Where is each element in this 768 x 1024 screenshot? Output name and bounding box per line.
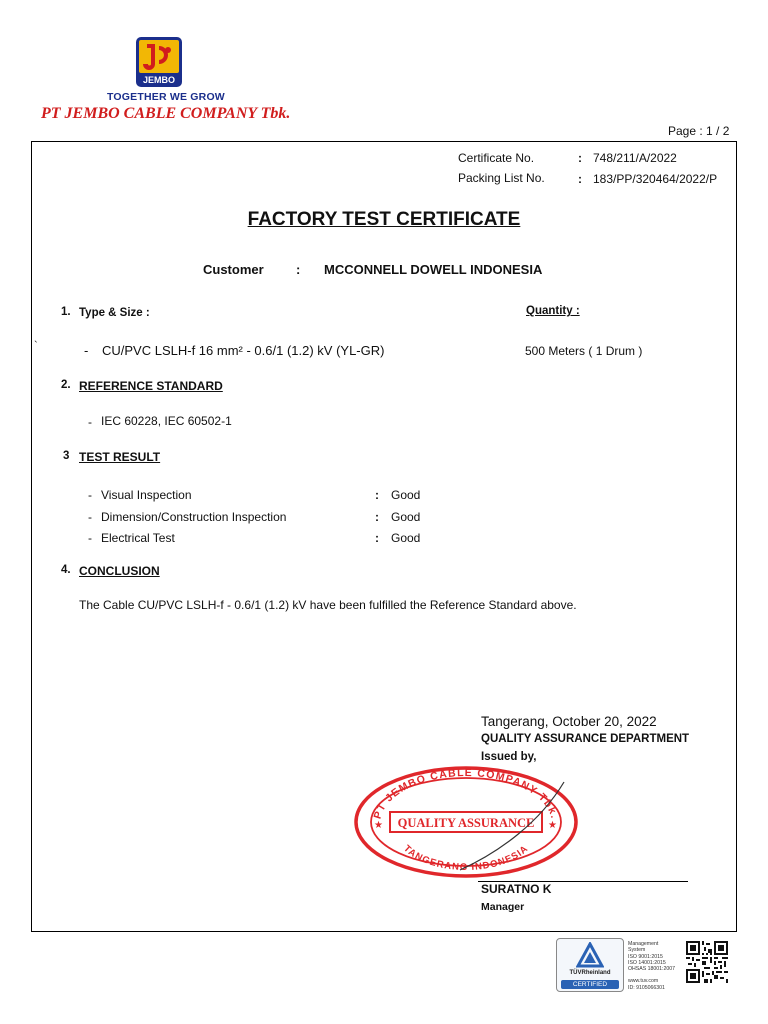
- stamp-star-icon: ★: [548, 820, 557, 831]
- mgmt-line: www.tuv.com: [628, 978, 659, 985]
- result-colon: :: [375, 531, 379, 545]
- mgmt-line: ID: 9105066301: [628, 984, 665, 991]
- stamp-star-icon: ★: [374, 820, 383, 831]
- section2-title: REFERENCE STANDARD: [79, 379, 223, 393]
- management-system-info: [628, 941, 688, 991]
- result-dash: -: [88, 488, 92, 502]
- quantity-title: Quantity :: [526, 305, 580, 317]
- document-title-text: FACTORY TEST CERTIFICATE: [247, 209, 521, 230]
- result-label: Electrical Test: [101, 531, 175, 545]
- mgmt-line: OHSAS 18001:2007: [628, 966, 676, 973]
- mgmt-line: ISO 9001:2015: [628, 953, 663, 960]
- stray-mark: `: [34, 340, 38, 352]
- document-title: [0, 209, 768, 231]
- logo-text: JEMBO: [142, 75, 176, 85]
- qr-code-icon: [686, 941, 728, 983]
- result-colon: :: [375, 488, 379, 502]
- section2-dash: -: [88, 415, 92, 429]
- result-dash: -: [88, 531, 92, 545]
- customer-value: MCCONNELL DOWELL INDONESIA: [324, 262, 543, 277]
- customer-colon: :: [296, 262, 301, 277]
- jembo-logo: [135, 36, 183, 88]
- result-colon: :: [375, 510, 379, 524]
- section1-dash: -: [84, 343, 89, 358]
- certificate-no-value: 748/211/A/2022: [593, 151, 677, 165]
- tuv-certified-label: CERTIFIED: [561, 980, 619, 989]
- certificate-no-label: Certificate No.: [458, 151, 535, 165]
- signer-role: Manager: [481, 901, 525, 913]
- conclusion-text: The Cable CU/PVC LSLH-f - 0.6/1 (1.2) kV have been fulfilled the Reference Standard above.: [79, 598, 577, 612]
- section3-number: 3: [63, 450, 70, 462]
- section2-number: 2.: [61, 379, 71, 391]
- issued-by: Issued by,: [481, 751, 537, 763]
- company-name: PT JEMBO CABLE COMPANY Tbk.: [41, 105, 291, 122]
- quantity-value: 500 Meters ( 1 Drum ): [525, 344, 643, 358]
- department: QUALITY ASSURANCE DEPARTMENT: [481, 733, 690, 745]
- section4-title: CONCLUSION: [79, 564, 160, 578]
- mgmt-line: ISO 14001:2015: [628, 959, 666, 966]
- page-number: Page : 1 / 2: [668, 124, 730, 138]
- packing-list-value: 183/PP/320464/2022/P: [593, 172, 718, 186]
- certificate-no-colon: :: [578, 151, 582, 165]
- section3-title: TEST RESULT: [79, 450, 161, 464]
- tuv-name: TÜVRheinland: [569, 970, 611, 976]
- stamp-bottom-text: TANGERANG INDONESIA: [401, 843, 531, 874]
- svg-text:TANGERANG INDONESIA: [401, 843, 530, 873]
- result-dash: -: [88, 510, 92, 524]
- section4-number: 4.: [61, 564, 71, 576]
- tuv-triangle-icon: [576, 942, 604, 968]
- place-date: Tangerang, October 20, 2022: [481, 714, 657, 729]
- packing-list-label: Packing List No.: [458, 171, 545, 185]
- result-value: Good: [391, 531, 421, 545]
- customer-label: Customer: [203, 262, 264, 277]
- packing-list-colon: :: [578, 172, 582, 186]
- quality-assurance-stamp: [350, 762, 582, 878]
- company-tagline: TOGETHER WE GROW: [107, 91, 225, 103]
- stamp-outer-text: PT JEMBO CABLE COMPANY Tbk.: [371, 766, 561, 821]
- section1-title: Type & Size :: [79, 307, 150, 319]
- section1-number: 1.: [61, 306, 71, 318]
- stamp-center-text: QUALITY ASSURANCE: [397, 816, 535, 830]
- result-label: Visual Inspection: [101, 488, 192, 502]
- mgmt-line: System: [628, 947, 646, 954]
- result-value: Good: [391, 488, 421, 502]
- signer-name: SURATNO K: [481, 882, 552, 896]
- result-value: Good: [391, 510, 421, 524]
- mgmt-line: Management: [628, 941, 659, 947]
- result-label: Dimension/Construction Inspection: [101, 510, 287, 524]
- cable-type-size: CU/PVC LSLH-f 16 mm² - 0.6/1 (1.2) kV (YL-GR): [102, 343, 385, 358]
- reference-standards: IEC 60228, IEC 60502-1: [101, 414, 232, 428]
